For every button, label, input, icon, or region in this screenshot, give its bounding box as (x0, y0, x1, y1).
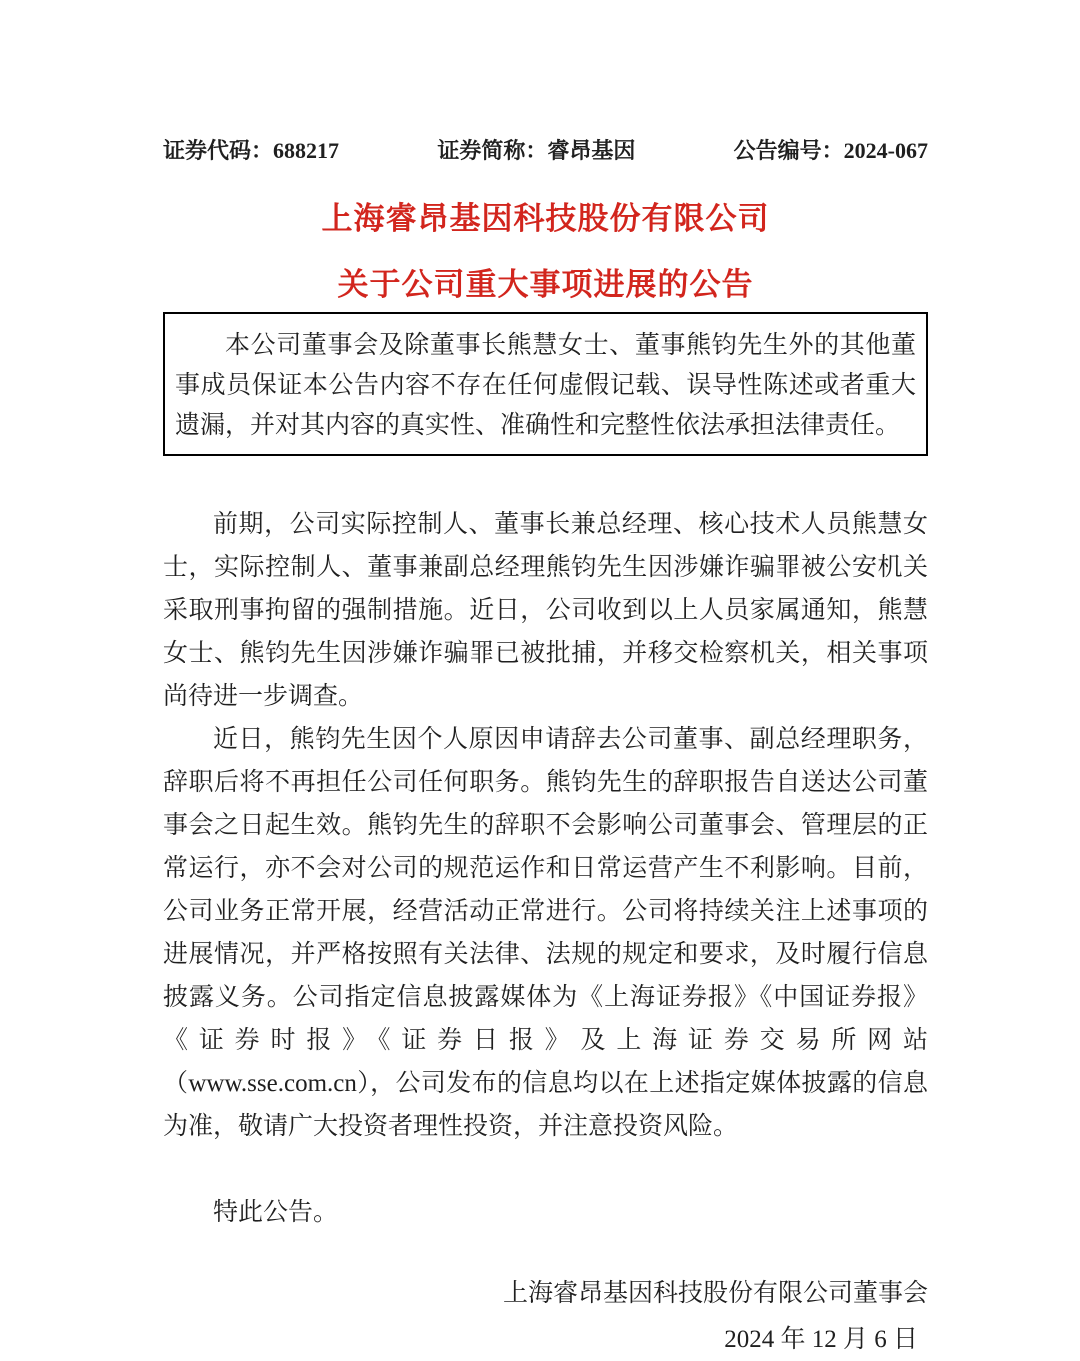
board-disclaimer-text: 本公司董事会及除董事长熊慧女士、董事熊钧先生外的其他董事成员保证本公告内容不存在任何虚假记载、误导性陈述或者重大遗漏，并对其内容的真实性、准确性和完整性依法承担法律责任。 (175, 332, 916, 439)
body-paragraph-1: 前期，公司实际控制人、董事长兼总经理、核心技术人员熊慧女士，实际控制人、董事兼副总经理熊钧先生因涉嫌诈骗罪被公安机关采取刑事拘留的强制措施。近日，公司收到以上人员家属通知，熊慧女士、熊钧先生因涉嫌诈骗罪已被批捕，并移交检察机关，相关事项尚待进一步调查。 (163, 511, 928, 710)
board-signature: 上海睿昂基因科技股份有限公司董事会 (502, 1280, 928, 1307)
stock-short-name: 证券简称：睿昂基因 (437, 138, 636, 163)
signature-block (163, 1272, 928, 1361)
stock-code: 证券代码：688217 (163, 138, 340, 163)
announcement-date: 2024 年 12 月 6 日 (724, 1326, 918, 1353)
securities-info-header (163, 136, 928, 166)
body-paragraph-2: 近日，熊钧先生因个人原因申请辞去公司董事、副总经理职务，辞职后将不再担任公司任何职务。熊钧先生的辞职报告自送达公司董事会之日起生效。熊钧先生的辞职不会影响公司董事会、管理层的正常运行，亦不会对公司的规范运作和日常运营产生不利影响。目前，公司业务正常开展，经营活动正常进行。公司将持续关注上述事项的进展情况，并严格按照有关法律、法规的规定和要求，及时履行信息披露义务。公司指定信息披露媒体为《上海证券报》《中国证券报》《证券时报》《证券日报》及上海证券交易所网站（www.sse.com.cn），公司发布的信息均以在上述指定媒体披露的信息为准，敬请广大投资者理性投资，并注意投资风险。 (163, 726, 928, 1140)
announcement-body (163, 503, 928, 1234)
company-title: 上海睿昂基因科技股份有限公司 (321, 201, 770, 236)
board-disclaimer-box (163, 312, 928, 456)
closing-statement: 特此公告。 (213, 1199, 339, 1226)
announcement-title: 关于公司重大事项进展的公告 (337, 267, 754, 302)
announcement-number: 公告编号：2024-067 (733, 138, 928, 163)
